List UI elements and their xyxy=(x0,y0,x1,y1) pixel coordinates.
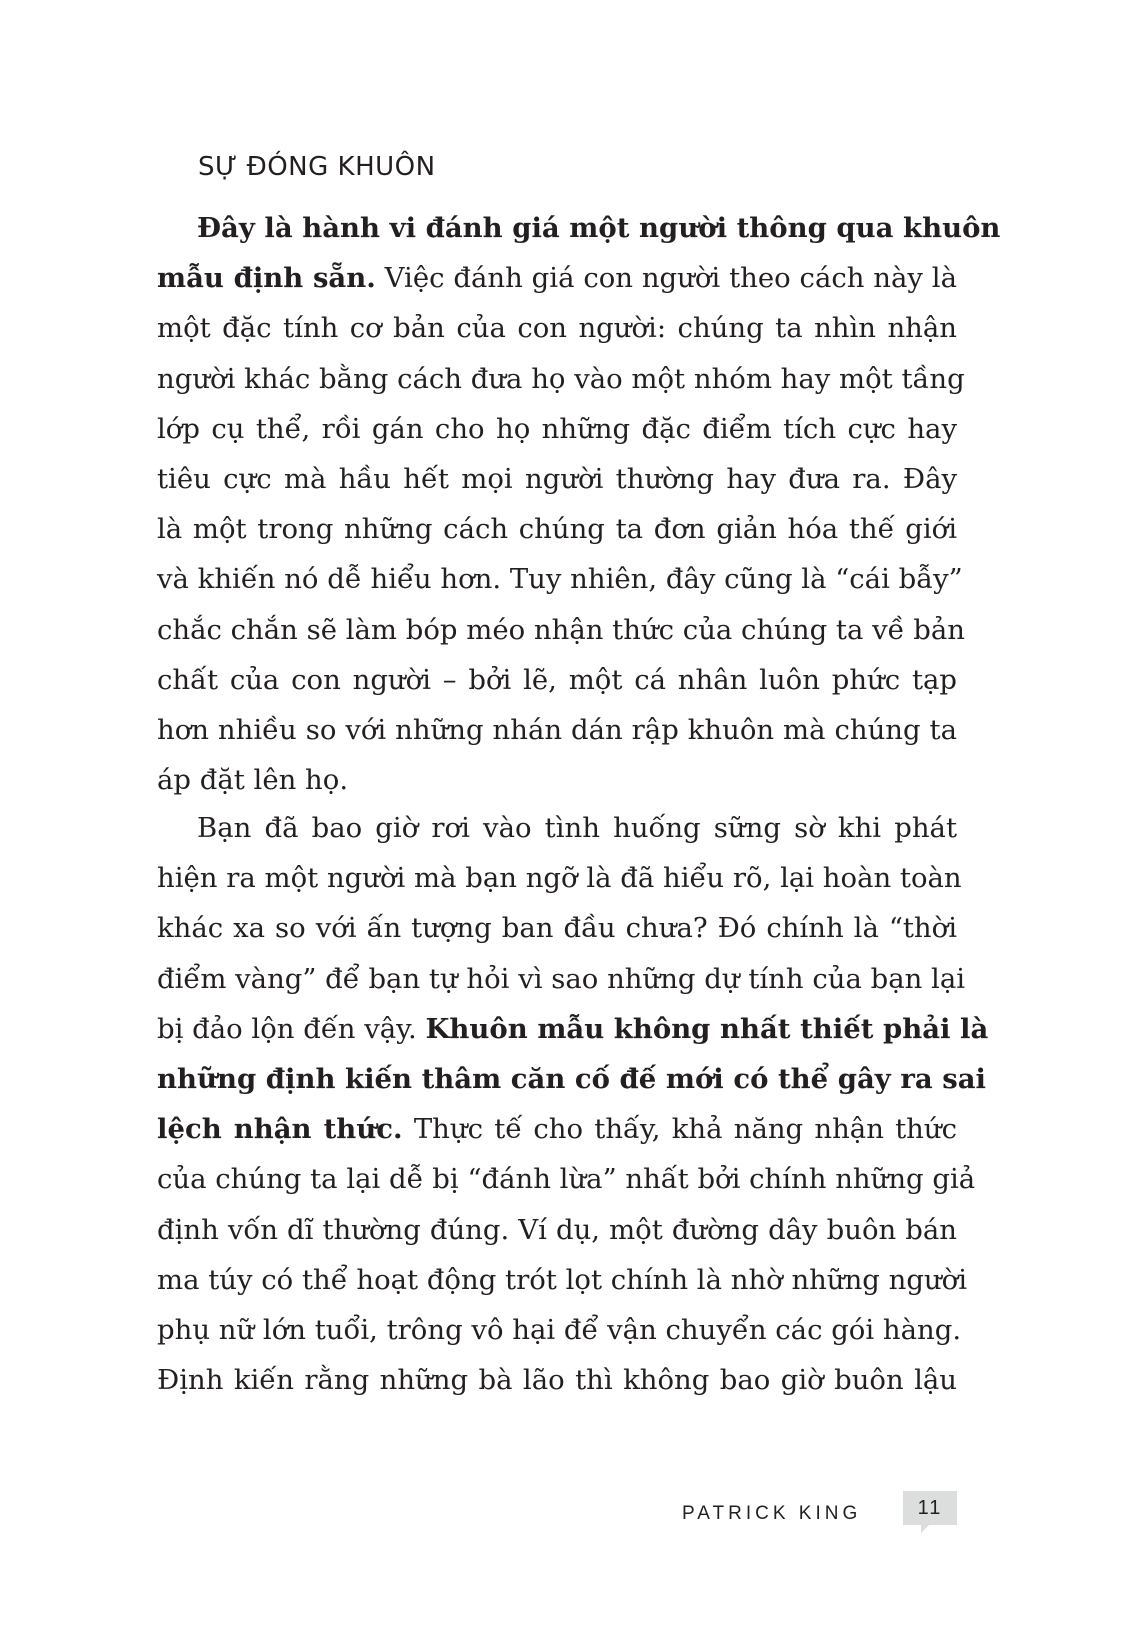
text-line xyxy=(157,1054,986,1104)
text-line xyxy=(157,253,957,303)
text-line: áp đặt lên họ. xyxy=(157,764,349,797)
text-line: lớp cụ thể, rồi gán cho họ những đặc điểm tích cực hay xyxy=(157,412,957,445)
text-line: hiện ra một người mà bạn ngỡ là đã hiểu rõ, lại hoàn toàn xyxy=(157,862,962,895)
text-line: hơn nhiều so với những nhán dán rập khuôn mà chúng ta xyxy=(157,713,957,746)
text-line: phụ nữ lớn tuổi, trông vô hại để vận chuyển các gói hàng. xyxy=(157,1313,962,1346)
footer-author: PATRICK KING xyxy=(682,1503,862,1524)
text-line: Bạn đã bao giờ rơi vào tình huống sững sờ khi phát xyxy=(197,812,957,844)
text-line xyxy=(157,1004,989,1054)
bold-text: lệch nhận thức. xyxy=(157,1113,403,1146)
text-line: người khác bằng cách đưa họ vào một nhóm hay một tầng xyxy=(157,362,965,395)
bold-text: mẫu định sẵn. xyxy=(157,262,376,295)
text-line: và khiến nó dễ hiểu hơn. Tuy nhiên, đây cũng là “cái bẫy” xyxy=(157,563,963,596)
paragraph-1 xyxy=(157,203,1001,805)
bold-text: Đây là hành vi đánh giá một người thông qua khuôn xyxy=(197,212,1001,244)
page-number-badge xyxy=(903,1491,957,1525)
section-heading: SỰ ĐÓNG KHUÔN xyxy=(198,152,436,182)
text-line: chắc chắn sẽ làm bóp méo nhận thức của chúng ta về bản xyxy=(157,613,966,646)
text-line: điểm vàng” để bạn tự hỏi vì sao những dự tính của bạn lại xyxy=(157,962,966,995)
paragraph-2 xyxy=(157,803,989,1405)
text-line: chất của con người – bởi lẽ, một cá nhân luôn phức tạp xyxy=(157,663,957,696)
text-line: là một trong những cách chúng ta đơn giản hóa thế giới xyxy=(157,513,957,546)
text-line: một đặc tính cơ bản của con người: chúng ta nhìn nhận xyxy=(157,312,957,345)
text-line: Định kiến rằng những bà lão thì không bao giờ buôn lậu xyxy=(157,1364,957,1397)
text-line: khác xa so với ấn tượng ban đầu chưa? Đó chính là “thời xyxy=(157,912,957,945)
text-segment: Việc đánh giá con người theo cách này là xyxy=(375,262,957,295)
bold-text: Khuôn mẫu không nhất thiết phải là xyxy=(425,1012,989,1045)
text-line: định vốn dĩ thường đúng. Ví dụ, một đường dây buôn bán xyxy=(157,1213,957,1246)
bold-text: những định kiến thâm căn cố đế mới có thể gây ra sai xyxy=(157,1062,986,1095)
text-line xyxy=(157,203,1001,253)
text-line: tiêu cực mà hầu hết mọi người thường hay đưa ra. Đây xyxy=(157,462,957,495)
text-segment: Thực tế cho thấy, khả năng nhận thức xyxy=(402,1113,958,1146)
text-line xyxy=(157,1104,957,1154)
text-line: ma túy có thể hoạt động trót lọt chính là nhờ những người xyxy=(157,1263,968,1296)
text-line: của chúng ta lại dễ bị “đánh lừa” nhất bởi chính những giả xyxy=(157,1163,976,1196)
page-number: 11 xyxy=(917,1496,943,1519)
text-segment: bị đảo lộn đến vậy. xyxy=(157,1012,426,1045)
